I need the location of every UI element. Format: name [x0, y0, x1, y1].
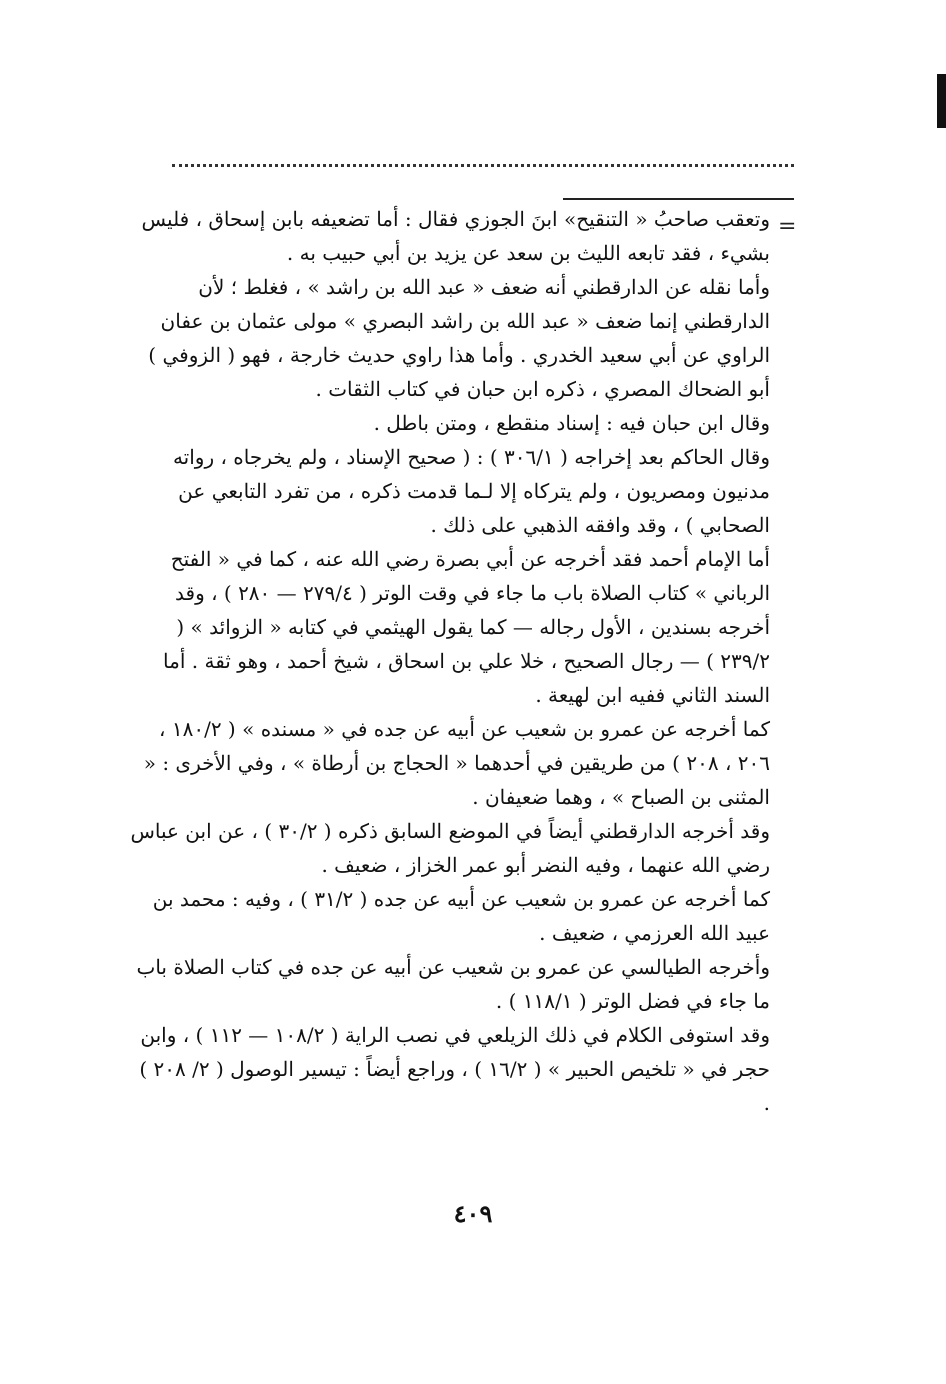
paragraph-10: وقد استوفى الكلام في ذلك الزيلعي في نصب الراية ( ١٠٨/٢ — ١١٢ ) ، وابن حجر في « تلخيص الحبير » ( ١٦/٢ ) ، وراجع أيضاً : تيسير الوصول ( ٢/ ٢٠٨ ) . [139, 1023, 770, 1115]
dotted-separator [172, 164, 794, 167]
paragraph-5: أما الإمام أحمد فقد أخرجه عن أبي بصرة رضي الله عنه ، كما في « الفتح الرباني » كتاب الصلاة باب ما جاء في وقت الوتر ( ٢٧٩/٤ — ٢٨٠ ) ، وقد أخرجه بسندين ، الأول رجاله — كما يقول الهيثمي في كتابه « الزوائد » ( ٢٣٩/٢ ) — رجال الصحيح ، خلا علي بن اسحاق ، شيخ أحمد ، وهو ثقة . أما السند الثاني ففيه ابن لهيعة . [163, 547, 770, 707]
footnote-text [130, 202, 770, 1120]
paragraph-1: وتعقب صاحبُ « التنقيح» ابنَ الجوزي فقال : أما تضعيفه بابن إسحاق ، فليس بشيء ، فقد تابعه الليث بن سعد عن يزيد بن أبي حبيب به . [141, 207, 770, 265]
paragraph-2: وأما نقله عن الدارقطني أنه ضعف « عبد الله بن راشد » ، فغلط ؛ لأن الدارقطني إنما ضعف « عبد الله بن راشد البصري » مولى عثمان بن عفان الراوي عن أبي سعيد الخدري . وأما هذا راوي حديث خارجة ، فهو ( الزوفي ) أبو الضحاك المصري ، ذكره ابن حبان في كتاب الثقات . [148, 275, 770, 401]
paragraph-4: وقال الحاكم بعد إخراجه ( ٣٠٦/١ ) : ( صحيح الإسناد ، ولم يخرجاه ، رواته مدنيون ومصريون ، ولم يتركاه إلا لـما قدمت ذكره ، من تفرد التابعي عن الصحابي ) ، وقد وافقه الذهبي على ذلك . [172, 445, 770, 537]
page-edge-mark [937, 74, 946, 128]
footnote-continuation-marker: = [778, 214, 797, 239]
paragraph-8: كما أخرجه عن عمرو بن شعيب عن أبيه عن جده ( ٣١/٢ ) ، وفيه : محمد بن عبيد الله العرزمي ، ضعيف . [152, 887, 770, 945]
paragraph-7: وقد أخرجه الدارقطني أيضاً في الموضع السابق ذكره ( ٣٠/٢ ) ، عن ابن عباس رضي الله عنهما ، وفيه النضر أبو عمر الخزاز ، ضعيف . [130, 819, 770, 877]
paragraph-3: وقال ابن حبان فيه : إسناد منقطع ، ومتن باطل . [373, 411, 770, 435]
page-number: ٤٠٩ [453, 1199, 493, 1228]
footnote-separator [563, 198, 794, 200]
paragraph-6: كما أخرجه عن عمرو بن شعيب عن أبيه عن جده في « مسنده » ( ١٨٠/٢ ، ٢٠٦ ، ٢٠٨ ) من طريقين في أحدهما « الحجاج بن أرطاة » ، وفي الأخرى : « المثنى بن الصباح » ، وهما ضعيفان . [143, 717, 770, 809]
paragraph-9: وأخرجه الطيالسي عن عمرو بن شعيب عن أبيه عن جده في كتاب الصلاة باب ما جاء في فضل الوتر ( ١١٨/١ ) . [136, 955, 770, 1013]
